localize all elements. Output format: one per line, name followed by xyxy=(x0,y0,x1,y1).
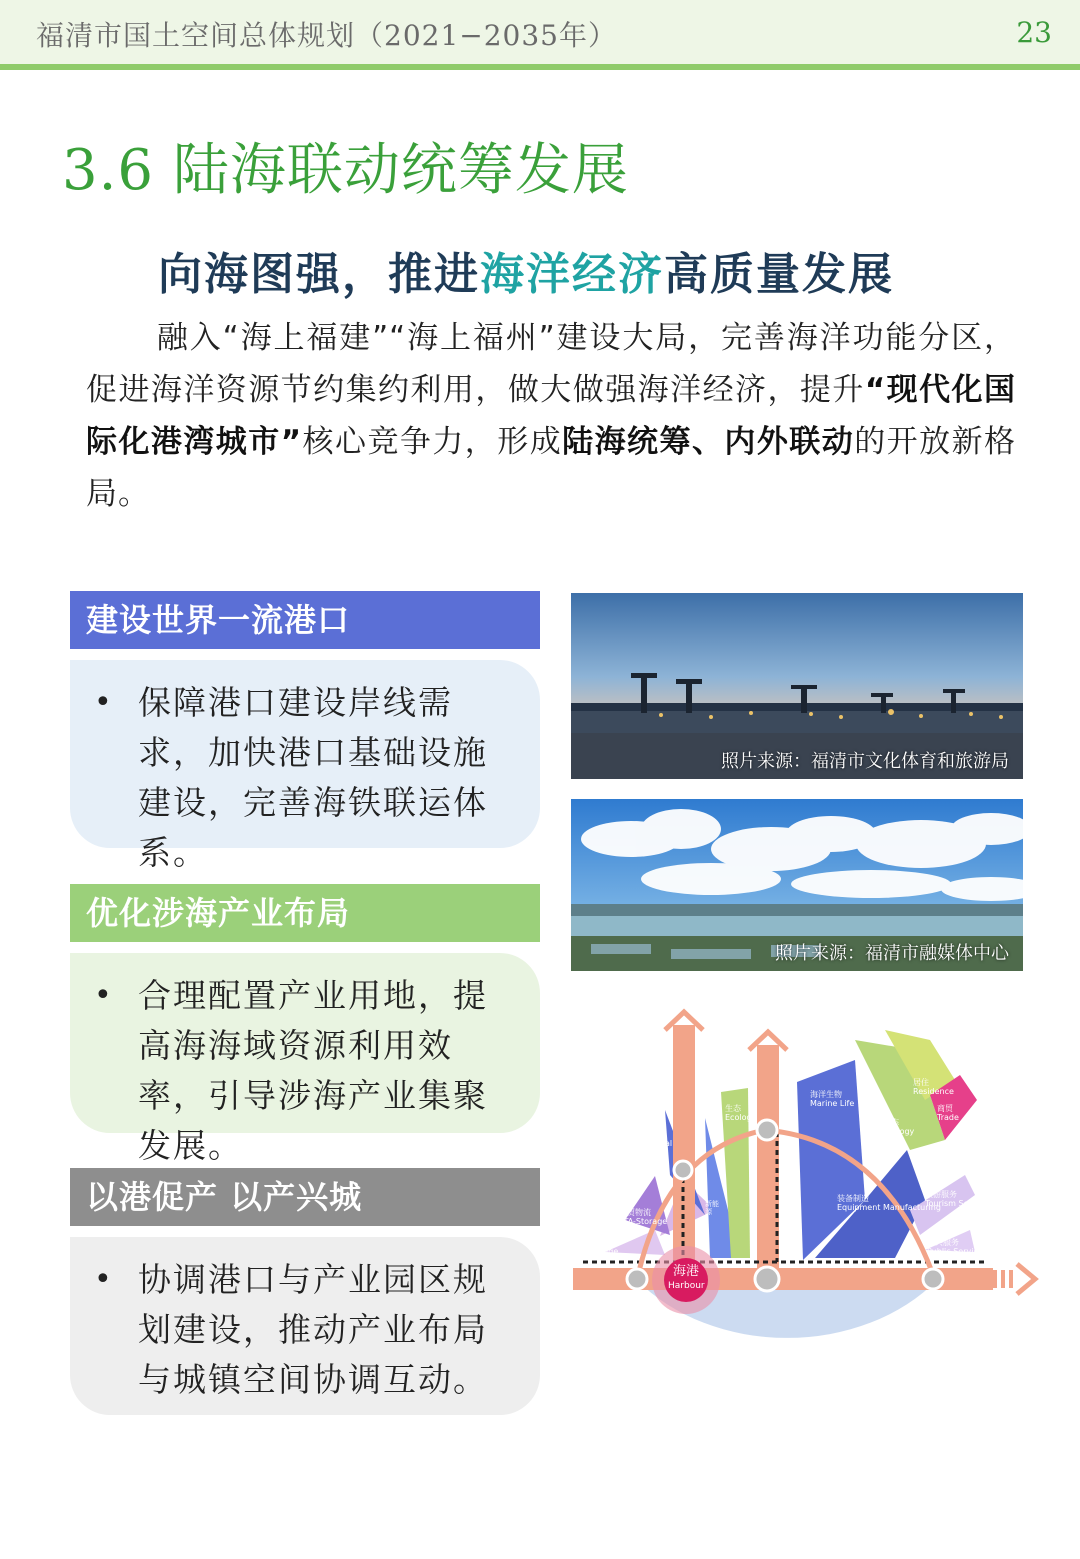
fta-cn: 自贸物流 xyxy=(619,1208,651,1217)
travel-label xyxy=(925,1190,988,1208)
live-label xyxy=(913,1078,954,1096)
marine-life-label xyxy=(810,1090,854,1108)
box-2-header: 优化涉海产业布局 xyxy=(70,884,540,942)
energy-label xyxy=(705,1200,725,1216)
coast-photo xyxy=(571,799,1023,971)
intro-bold-1: “现代化国际化港湾城市” xyxy=(86,372,1017,460)
intro-paragraph xyxy=(86,312,1016,520)
harbour-cn: 海港 xyxy=(672,1264,699,1279)
intro-text-1: 融入“海上福建”“海上福州”建设大局，完善海洋功能分区，促进海洋资源节约集约利用，做大做强海洋经济，提升 xyxy=(86,320,1016,408)
subtitle-pre: 向海图强，推进 xyxy=(158,249,480,300)
travel-cn: 旅游服务 xyxy=(925,1190,957,1199)
intro-text-2: 核心竞争力，形成 xyxy=(302,424,563,460)
photo-credit: 照片来源：福清市融媒体中心 xyxy=(775,943,1009,964)
equip-en: Equipment Manufacturing xyxy=(837,1203,941,1212)
box-1-body xyxy=(70,660,540,872)
subtitle-highlight: 海洋经济 xyxy=(480,249,664,300)
bullet-dot: • xyxy=(94,685,114,720)
fta-en: FTA-Storage xyxy=(619,1217,668,1226)
chemical-cn: 化工 xyxy=(635,1130,651,1139)
eco-label xyxy=(725,1104,756,1122)
header-divider xyxy=(0,64,1080,70)
harbour-label xyxy=(668,1265,704,1293)
box-1-header: 建设世界一流港口 xyxy=(70,591,540,649)
box-3-header: 以港促产 以产兴城 xyxy=(70,1168,540,1226)
equip-cn: 装备制造 xyxy=(837,1194,869,1203)
marine-life-en: Marine Life xyxy=(810,1099,855,1108)
box-1-text: 保障港口建设岸线需求，加快港口基础设施建设，完善海铁联运体系。 xyxy=(138,683,488,872)
storage-cn: 仓储 xyxy=(587,1238,603,1247)
eco2-en: Ecology xyxy=(883,1127,915,1136)
harbour-en: Harbour xyxy=(668,1281,705,1291)
photo-credit: 照片来源：福清市文化体育和旅游局 xyxy=(721,751,1009,772)
trade-en: Trade xyxy=(937,1113,959,1122)
fta-label xyxy=(619,1208,667,1226)
box-3-text: 协调港口与产业园区规划建设，推动产业布局与城镇空间协调互动。 xyxy=(138,1260,488,1399)
intro-bold-2: 陆海统筹、内外联动 xyxy=(562,424,855,460)
box-2-body xyxy=(70,953,540,1165)
subtitle-post: 高质量发展 xyxy=(664,249,894,300)
eco-cn: 生态 xyxy=(725,1104,741,1113)
bullet-dot: • xyxy=(94,1262,114,1297)
chemical-en: Chemical xyxy=(635,1139,673,1148)
section-title: 3.6 陆海联动统筹发展 xyxy=(62,138,629,203)
document-title: 福清市国土空间总体规划（2021−2035年） xyxy=(36,19,617,52)
trade-label xyxy=(937,1104,959,1122)
public-cn: 公共服务 xyxy=(927,1238,959,1247)
eco2-cn: 生态 xyxy=(883,1118,899,1127)
box-1-bullet-item xyxy=(94,678,522,878)
intro-text-3: 的开放新格局。 xyxy=(86,424,1017,512)
chemical-label xyxy=(635,1130,672,1148)
live-cn: 居住 xyxy=(913,1078,929,1087)
eco-en: Ecology xyxy=(725,1113,757,1122)
marine-life-cn: 海洋生物 xyxy=(810,1090,842,1099)
travel-en: Tourism Service xyxy=(925,1199,989,1208)
bullet-dot: • xyxy=(94,978,114,1013)
page-number: 23 xyxy=(1016,16,1052,49)
storage-en: Storage xyxy=(587,1247,619,1256)
box-2-bullet-item xyxy=(94,971,522,1171)
box-2-text: 合理配置产业用地，提高海海域资源利用效率，引导涉海产业集聚发展。 xyxy=(138,976,488,1165)
land-sea-diagram xyxy=(565,1000,1045,1444)
public-label xyxy=(927,1238,983,1256)
section-subtitle xyxy=(158,238,894,302)
storage-label xyxy=(587,1238,618,1256)
box-3-bullet-item xyxy=(94,1255,522,1405)
live-en: Residence xyxy=(913,1087,954,1096)
energy-cn: 新能源 xyxy=(705,1200,719,1216)
sea-en: East China Sea xyxy=(685,1347,834,1427)
public-en: Public Service xyxy=(927,1247,983,1256)
sea-cn: 东海 xyxy=(830,1406,877,1444)
box-3-body xyxy=(70,1237,540,1415)
eco2-label xyxy=(883,1118,914,1136)
port-photo xyxy=(571,593,1023,779)
trade-cn: 商贸 xyxy=(937,1104,953,1113)
